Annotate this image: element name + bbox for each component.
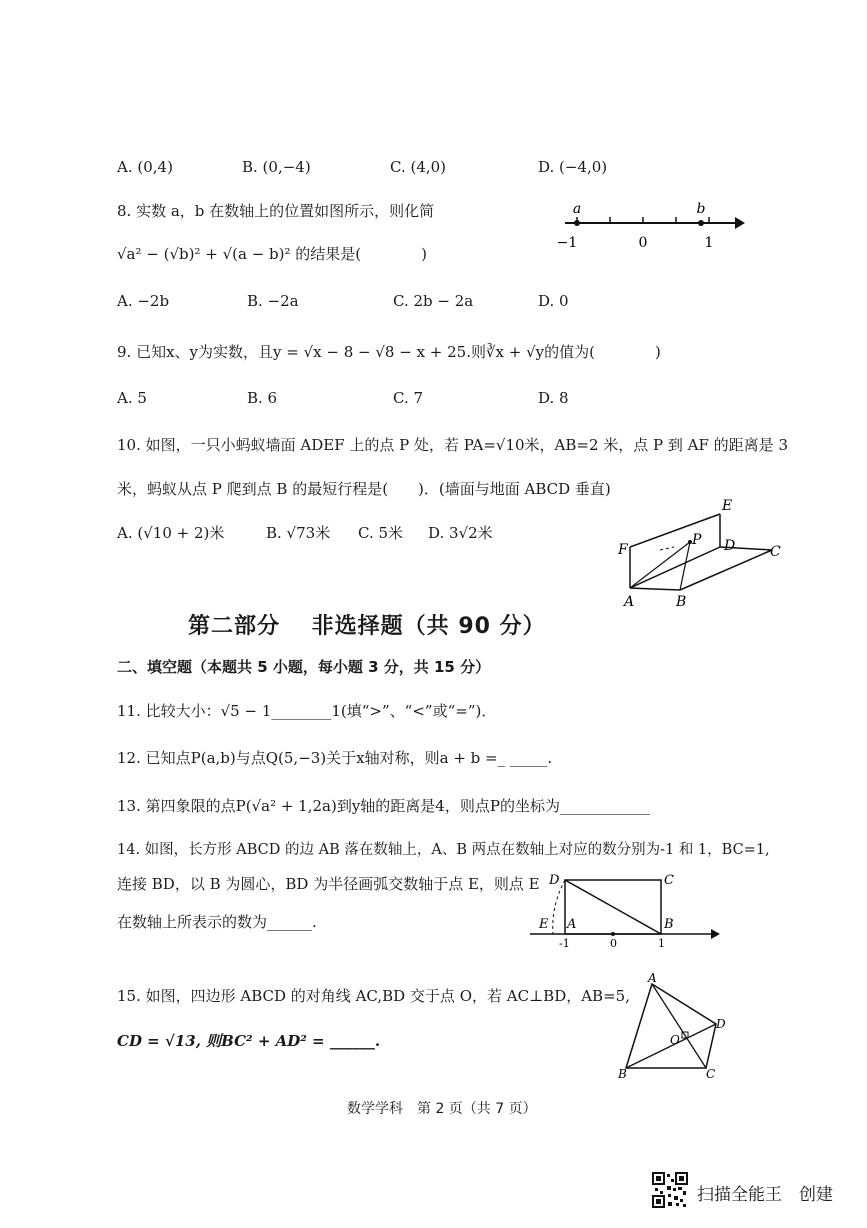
- q9-option-c: C. 7: [393, 389, 424, 407]
- q10-option-d: D. 3√2米: [428, 524, 493, 542]
- q9-option-a: A. 5: [117, 389, 147, 407]
- q13-text: 13. 第四象限的点P(√a² + 1,2a)到y轴的距离是4，则点P的坐标为____________: [117, 797, 650, 815]
- qr-code-icon: [652, 1172, 688, 1208]
- q8-label-b: b: [696, 201, 706, 217]
- q15-quadrilateral-figure: [612, 972, 732, 1080]
- q15-line1: 15. 如图，四边形 ABCD 的对角线 AC,BD 交于点 O，若 AC⊥BD，AB=5,: [117, 987, 630, 1005]
- q14-line1: 14. 如图，长方形 ABCD 的边 AB 落在数轴上，A、B 两点在数轴上对应的数分别为-1 和 1，BC=1,: [117, 842, 770, 858]
- q10-option-b: B. √73米: [266, 524, 331, 542]
- q7-option-d: D. (−4,0): [538, 158, 608, 176]
- q14-point-e: E: [539, 917, 549, 932]
- q9-option-d: D. 8: [538, 389, 569, 407]
- q10-point-e: E: [722, 498, 733, 514]
- q10-point-a: A: [624, 594, 635, 610]
- q10-wall-figure: [612, 492, 792, 614]
- q10-point-c: C: [770, 544, 781, 560]
- q8-option-b: B. −2a: [247, 292, 299, 310]
- q8-line1: 8. 实数 a，b 在数轴上的位置如图所示，则化简: [117, 202, 435, 220]
- q10-option-c: C. 5米: [358, 524, 404, 542]
- q9-option-b: B. 6: [247, 389, 278, 407]
- q15-point-o: O: [670, 1033, 680, 1047]
- q14-rectangle-figure: [525, 866, 720, 950]
- q15-line2: CD = √13, 则BC² + AD² = ______.: [117, 1032, 381, 1050]
- q10-option-a: A. (√10 + 2)米: [117, 524, 225, 542]
- q14-tick-0: 0: [610, 937, 617, 950]
- q14-line3: 在数轴上所表示的数为______.: [117, 913, 317, 931]
- q14-line2: 连接 BD，以 B 为圆心，BD 为半径画弧交数轴于点 E，则点 E: [117, 875, 540, 893]
- q8-option-d: D. 0: [538, 292, 569, 310]
- q10-line2: 米，蚂蚁从点 P 爬到点 B 的最短行程是( )．(墙面与地面 ABCD 垂直): [117, 480, 611, 498]
- scanner-watermark-label: 扫描全能王 创建: [697, 1185, 833, 1205]
- part2-subtitle: 二、填空题（本题共 5 小题，每小题 3 分，共 15 分）: [117, 658, 491, 676]
- q14-point-b: B: [664, 917, 674, 932]
- q10-line1: 10. 如图，一只小蚂蚁墙面 ADEF 上的点 P 处，若 PA=√10米，AB=2 米，点 P 到 AF 的距离是 3: [117, 436, 788, 454]
- q10-point-p: P: [692, 532, 702, 548]
- q15-point-b: B: [618, 1067, 627, 1080]
- q8-option-c: C. 2b − 2a: [393, 292, 474, 310]
- q11-text: 11. 比较大小：√5 − 1________1(填“>”、“<”或“=”)．: [117, 702, 497, 720]
- q14-point-c: C: [664, 873, 674, 888]
- q10-point-b: B: [676, 594, 687, 610]
- q8-tick-0: 0: [638, 235, 648, 251]
- q14-point-d: D: [549, 873, 560, 888]
- q7-option-c: C. (4,0): [390, 158, 447, 176]
- q8-tick-1: 1: [704, 235, 714, 251]
- q15-point-d: D: [716, 1017, 726, 1031]
- q8-line2: √a² − (√b)² + √(a − b)² 的结果是( ): [117, 245, 427, 263]
- q9-line1: 9. 已知x、y为实数，且y = √x − 8 − √8 − x + 25.则∛x + √y的值为( ): [117, 343, 661, 361]
- q8-label-a: a: [572, 201, 582, 217]
- q7-option-a: A. (0,4): [117, 158, 173, 176]
- q10-point-f: F: [618, 542, 628, 558]
- page-footer: 数学学科 第 2 页（共 7 页）: [347, 1101, 537, 1117]
- q7-option-b: B. (0,−4): [242, 158, 311, 176]
- q15-point-a: A: [648, 972, 657, 985]
- q14-tick-neg1: -1: [559, 937, 570, 950]
- q15-point-c: C: [706, 1067, 716, 1080]
- q12-text: 12. 已知点P(a,b)与点Q(5,−3)关于x轴对称，则a + b =_ _____.: [117, 749, 553, 767]
- part2-title: 第二部分 非选择题（共 90 分）: [188, 614, 546, 639]
- q8-tick-neg1: −1: [556, 235, 578, 251]
- q10-point-d: D: [724, 538, 736, 554]
- q8-number-line-figure: [555, 195, 745, 255]
- q14-tick-1: 1: [658, 937, 665, 950]
- q14-point-a: A: [567, 917, 577, 932]
- q8-option-a: A. −2b: [117, 292, 170, 310]
